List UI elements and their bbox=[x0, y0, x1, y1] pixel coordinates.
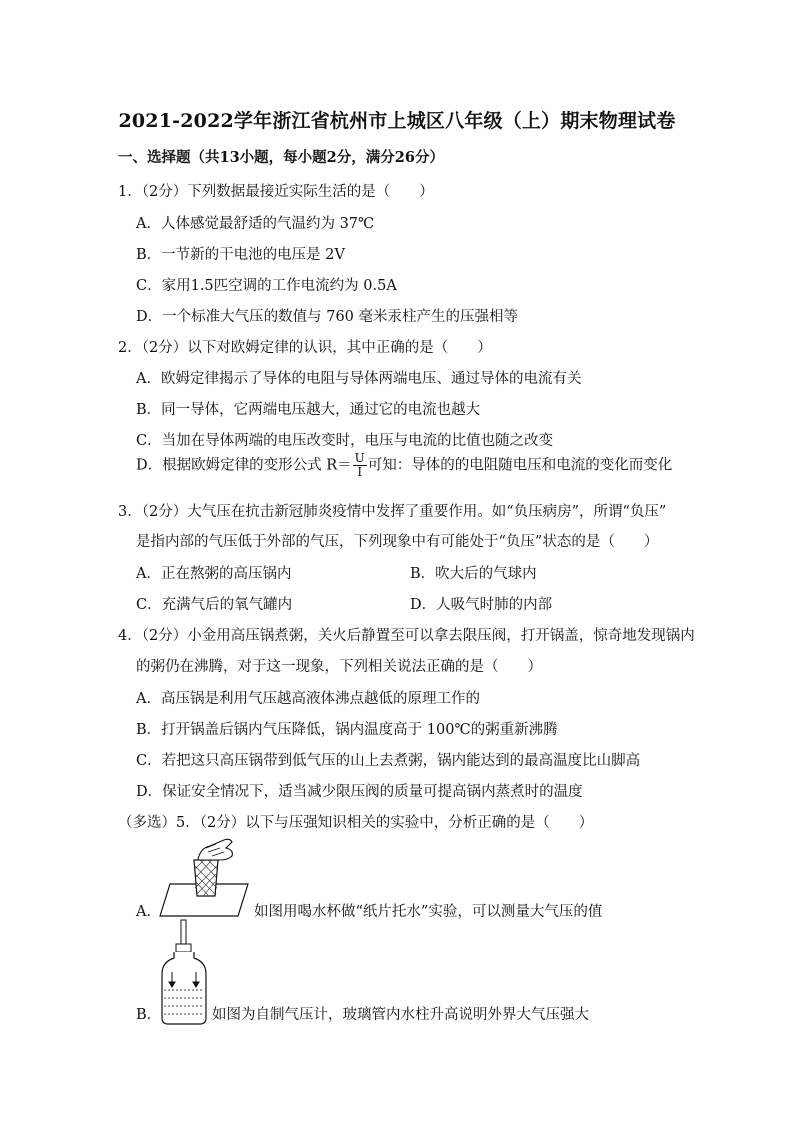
question-5-option-b-label: B． bbox=[136, 1007, 162, 1023]
question-4-stem-line1: 4．（2分）小金用高压锅煮粥，关火后静置至可以拿去限压阀，打开锅盖，惊奇地发现锅内 bbox=[118, 628, 695, 644]
question-3-stem-line1: 3．（2分）大气压在抗击新冠肺炎疫情中发挥了重要作用。如“负压病房”，所谓“负压” bbox=[118, 504, 667, 520]
question-2-option-b: B．同一导体，它两端电压越大，通过它的电流也越大 bbox=[136, 402, 481, 418]
paper-holds-water-figure bbox=[158, 838, 250, 920]
option-d-suffix: 可知：导体的的电阻随电压和电流的变化而变化 bbox=[367, 457, 673, 474]
question-1-option-d: D．一个标准大气压的数值与 760 毫米汞柱产生的压强相等 bbox=[136, 309, 519, 325]
exam-title: 2021-2022学年浙江省杭州市上城区八年级（上）期末物理试卷 bbox=[118, 110, 676, 132]
fraction-denominator: I bbox=[357, 465, 363, 479]
question-4-option-c: C．若把这只高压锅带到低气压的山上去煮粥，锅内能达到的最高温度比山脚高 bbox=[136, 753, 641, 769]
fraction-numerator: U bbox=[354, 451, 365, 465]
question-1-option-b: B．一节新的干电池的电压是 2V bbox=[136, 247, 345, 263]
question-2-stem: 2．（2分）以下对欧姆定律的认识，其中正确的是（ ） bbox=[118, 340, 492, 356]
question-3-stem-line2: 是指内部的气压低于外部的气压，下列现象中有可能处于“负压”状态的是（ ） bbox=[136, 534, 659, 550]
question-2-option-a: A．欧姆定律揭示了导体的电阻与导体两端电压、通过导体的电流有关 bbox=[136, 371, 582, 387]
question-2-option-d bbox=[136, 452, 672, 479]
homemade-barometer-figure bbox=[158, 918, 210, 1028]
section-heading: 一、选择题（共13小题，每小题2分，满分26分） bbox=[118, 149, 444, 166]
question-1-option-a: A．人体感觉最舒适的气温约为 37℃ bbox=[136, 216, 375, 232]
question-5-stem: （多选）5．（2分）以下与压强知识相关的实验中，分析正确的是（ ） bbox=[118, 815, 594, 831]
question-5-option-a-text: 如图用喝水杯做“纸片托水”实验，可以测量大气压的值 bbox=[254, 904, 603, 920]
question-4-option-b: B．打开锅盖后锅内气压降低，锅内温度高于 100℃的粥重新沸腾 bbox=[136, 722, 558, 738]
question-1-stem: 1．（2分）下列数据最接近实际生活的是（ ） bbox=[118, 184, 434, 200]
question-5-option-a-label: A． bbox=[136, 904, 161, 920]
question-1-option-c: C．家用1.5匹空调的工作电流约为 0.5A bbox=[136, 278, 397, 294]
question-4-option-d: D．保证安全情况下，适当减少限压阀的质量可提高锅内蒸煮时的温度 bbox=[136, 784, 583, 800]
question-4-stem-line2: 的粥仍在沸腾，对于这一现象，下列相关说法正确的是（ ） bbox=[136, 659, 542, 675]
question-3-option-b: B．吹大后的气球内 bbox=[410, 566, 537, 582]
question-3-option-a: A．正在熬粥的高压锅内 bbox=[136, 566, 292, 582]
question-5-option-b-text: 如图为自制气压计，玻璃管内水柱升高说明外界大气压强大 bbox=[212, 1007, 589, 1023]
question-3-option-c: C．充满气后的氧气罐内 bbox=[136, 597, 293, 613]
option-d-prefix: D．根据欧姆定律的变形公式 R＝ bbox=[136, 457, 352, 474]
question-4-option-a: A．高压锅是利用气压越高液体沸点越低的原理工作的 bbox=[136, 691, 480, 707]
question-3-option-d: D．人吸气时肺的内部 bbox=[410, 597, 553, 613]
formula-fraction bbox=[353, 452, 367, 479]
question-2-option-c: C．当加在导体两端的电压改变时，电压与电流的比值也随之改变 bbox=[136, 433, 554, 449]
